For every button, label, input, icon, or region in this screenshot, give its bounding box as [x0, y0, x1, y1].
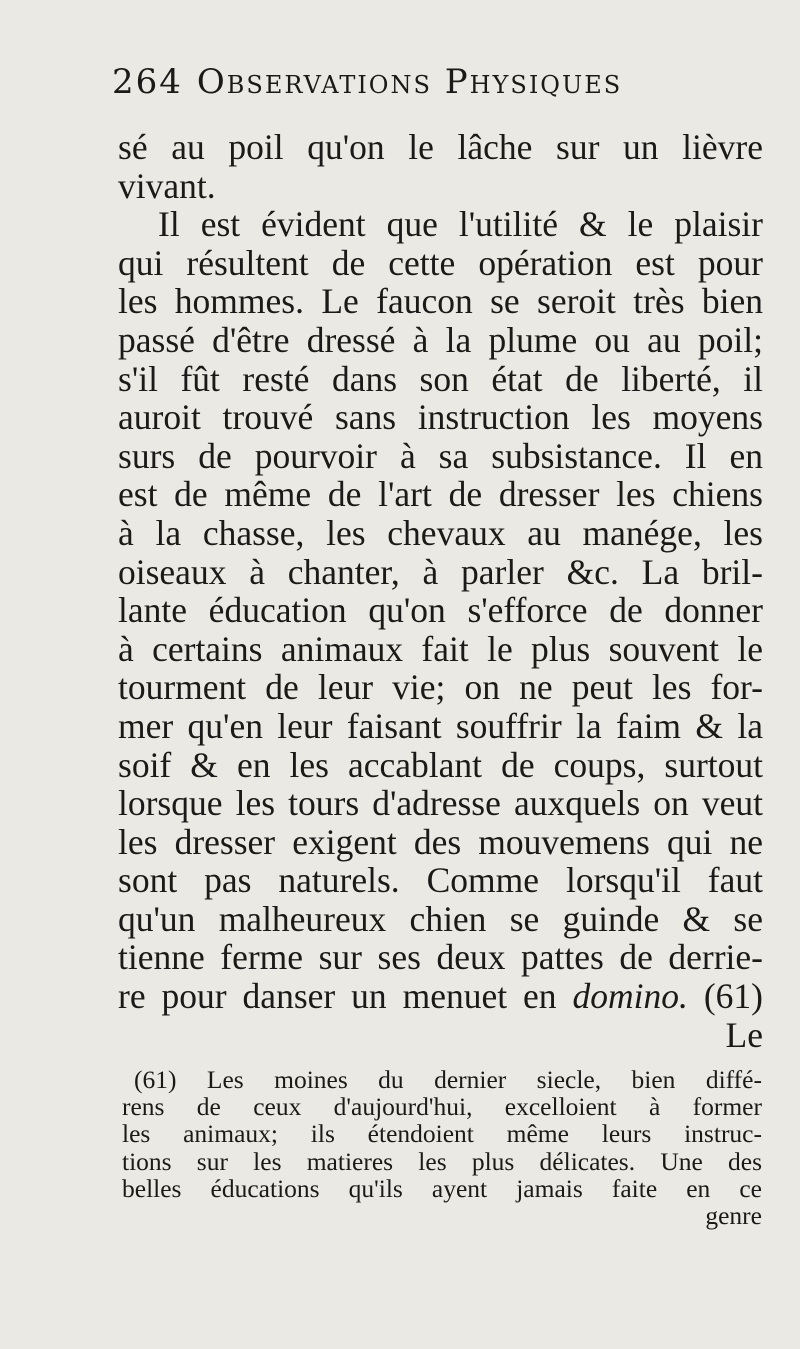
footnote [122, 1066, 762, 1229]
body-line: oiseaux à chanter, à parler &c. La bril- [118, 551, 763, 592]
footnote-line: rens de ceux d'aujourd'hui, excelloient à former [122, 1092, 762, 1122]
body-line: auroit trouvé sans instruction les moyens [118, 397, 763, 438]
body-line: vivant. [118, 165, 216, 206]
body-line: Il est évident que l'utilité & le plaisir [158, 204, 763, 245]
body-line: tourment de leur vie; on ne peut les for- [118, 667, 763, 708]
footnote-line: les animaux; ils étendoient même leurs instruc- [122, 1119, 762, 1149]
footnote-catchword: genre [705, 1200, 762, 1230]
running-title: Observations Physiques [196, 62, 623, 102]
footnote-line: belles éducations qu'ils ayent jamais faite en ce [122, 1173, 762, 1203]
body-line: est de même de l'art de dresser les chiens [118, 474, 763, 515]
body-line: mer qu'en leur faisant souffrir la faim & la [118, 705, 763, 746]
body-line: les hommes. Le faucon se seroit très bien [118, 281, 763, 322]
body-line: passé d'être dressé à la plume ou au poil; [118, 319, 763, 360]
body-text [118, 128, 763, 1054]
body-line: lante éducation qu'on s'efforce de donner [118, 590, 763, 631]
page-number: 264 [112, 62, 183, 102]
italic-word: domino. [572, 976, 688, 1017]
body-line: lorsque les tours d'adresse auxquels on veut [118, 783, 763, 824]
body-line: sé au poil qu'on le lâche sur un lièvre [118, 127, 763, 167]
running-head [112, 62, 722, 102]
body-line: qui résultent de cette opération est pour [118, 242, 763, 283]
body-line: qu'un malheureux chien se guinde & se [118, 898, 763, 939]
body-line: à la chasse, les chevaux au manége, les [118, 512, 763, 553]
body-line: tienne ferme sur ses deux pattes de derrie- [118, 937, 763, 978]
body-line: sont pas naturels. Comme lorsqu'il faut [118, 860, 763, 901]
footnote-line: (61) Les moines du dernier siecle, bien diffé- [134, 1065, 762, 1094]
body-line: s'il fût resté dans son état de liberté, il [118, 358, 763, 399]
catchword: Le [725, 1014, 763, 1055]
body-line: re pour danser un menuet en domino. (61) [118, 976, 763, 1017]
body-line: soif & en les accablant de coups, surtout [118, 744, 763, 785]
body-line: surs de pourvoir à sa subsistance. Il en [118, 435, 763, 476]
body-line: à certains animaux fait le plus souvent le [118, 628, 763, 669]
footnote-line: tions sur les matieres les plus délicates. Une des [122, 1146, 762, 1176]
body-line: les dresser exigent des mouvemens qui ne [118, 821, 763, 862]
